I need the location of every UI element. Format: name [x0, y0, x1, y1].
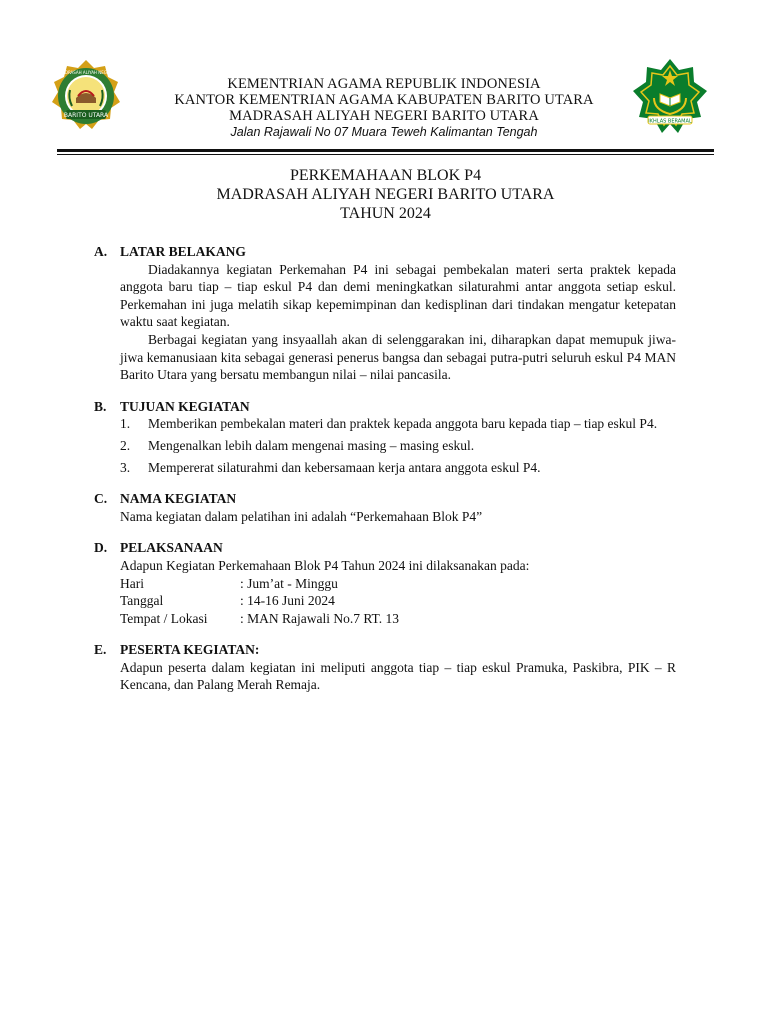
list-item	[120, 437, 676, 455]
kemenag-emblem-icon	[632, 58, 708, 134]
list-text: Mempererat silaturahmi dan kebersamaan kerja antara anggota eskul P4.	[148, 459, 541, 475]
section-heading	[94, 641, 676, 659]
schedule-row-location	[120, 610, 676, 628]
section-title: PESERTA KEGIATAN:	[120, 642, 260, 658]
section-heading	[94, 539, 676, 557]
section-content	[120, 261, 676, 384]
activity-name-text: Nama kegiatan dalam pelatihan ini adalah “Perkemahaan Blok P4”	[120, 508, 483, 524]
section-latar-belakang	[94, 243, 676, 384]
letterhead-office: KANTOR KEMENTRIAN AGAMA KABUPATEN BARITO UTARA	[174, 92, 594, 108]
letterhead-school: MADRASAH ALIYAH NEGERI BARITO UTARA	[229, 108, 539, 124]
section-peserta-kegiatan	[94, 641, 676, 694]
schedule-row-day	[120, 575, 676, 593]
title-line-2: MADRASAH ALIYAH NEGERI BARITO UTARA	[216, 186, 555, 203]
section-heading	[94, 398, 676, 416]
schedule-value: : MAN Rajawali No.7 RT. 13	[240, 610, 400, 626]
list-text: Mengenalkan lebih dalam mengenai masing – masing eskul.	[148, 437, 475, 453]
section-letter: E.	[94, 642, 107, 658]
schedule-intro: Adapun Kegiatan Perkemahaan Blok P4 Tahun 2024 ini dilaksanakan pada:	[120, 557, 530, 573]
letterhead-address: Jalan Rajawali No 07 Muara Teweh Kalimantan Tengah	[230, 125, 538, 139]
list-number: 1.	[120, 416, 131, 432]
section-tujuan-kegiatan	[94, 398, 676, 476]
list-item	[120, 459, 676, 477]
section-title: TUJUAN KEGIATAN	[120, 398, 250, 414]
schedule-row-date	[120, 592, 676, 610]
list-item	[120, 415, 676, 433]
list-number: 3.	[120, 459, 131, 475]
section-content	[120, 659, 676, 694]
section-content	[120, 415, 676, 476]
section-heading	[94, 490, 676, 508]
letterhead-ministry: KEMENTRIAN AGAMA REPUBLIK INDONESIA	[227, 76, 541, 92]
section-letter: B.	[94, 398, 107, 414]
section-letter: D.	[94, 540, 108, 556]
section-letter: A.	[94, 244, 108, 259]
schedule-label: Tanggal	[120, 593, 164, 609]
title-line-3: TAHUN 2024	[340, 205, 431, 222]
section-title: LATAR BELAKANG	[120, 244, 246, 259]
schedule-value: : Jum’at - Minggu	[240, 575, 338, 591]
document-body	[94, 243, 676, 708]
letterhead-divider-thick	[57, 149, 714, 152]
section-letter: C.	[94, 491, 108, 507]
madrasah-emblem-icon	[48, 58, 124, 134]
list-number: 2.	[120, 437, 131, 453]
section-content	[120, 557, 676, 627]
paragraph: Diadakannya kegiatan Perkemahan P4 ini sebagai pembekalan materi serta praktek kepada anggota baru tiap – tiap eskul P4 dan demi meningkatkan silaturahmi antar anggota setiap eskul. Perkemahan ini juga melatih sikap kepemimpinan dan kedisplinan dari tindakan mengatur ketepatan waktu saat kegiatan.	[120, 261, 676, 330]
left-logo-banner-text: BARITO UTARA	[63, 112, 109, 119]
section-pelaksanaan	[94, 539, 676, 627]
letterhead-divider-thin	[57, 154, 714, 155]
section-content	[120, 508, 676, 526]
schedule-value: : 14-16 Juni 2024	[240, 593, 335, 609]
schedule-label: Tempat / Lokasi	[120, 610, 208, 626]
objectives-list	[120, 415, 676, 476]
document-title	[57, 166, 714, 223]
section-nama-kegiatan	[94, 490, 676, 525]
section-title: PELAKSANAAN	[120, 540, 223, 556]
schedule-label: Hari	[120, 575, 144, 591]
left-logo-ring-text: MADRASAH ALIYAH NEGERI	[58, 70, 114, 75]
letterhead	[140, 76, 628, 141]
list-text: Memberikan pembekalan materi dan praktek kepada anggota baru kepada tiap – tiap eskul P4.	[148, 416, 658, 432]
section-heading	[94, 243, 676, 261]
title-line-1: PERKEMAHAAN BLOK P4	[289, 167, 482, 184]
paragraph: Berbagai kegiatan yang insyaallah akan di selenggarakan ini, diharapkan dapat memupuk jiwa-jiwa kemanusiaan kita sebagai generasi penerus bangsa dan sebagai putra-putri seluruh eskul P4 MAN Barito Utara yang bersatu membangun nilai – nilai pancasila.	[120, 331, 676, 383]
section-title: NAMA KEGIATAN	[120, 491, 237, 507]
participants-text: Adapun peserta dalam kegiatan ini meliputi anggota tiap – tiap eskul Pramuka, Paskibra, PIK – R Kencana, dan Palang Merah Remaja.	[120, 659, 676, 693]
right-logo-banner-text: IKHLAS BERAMAL	[648, 118, 692, 125]
